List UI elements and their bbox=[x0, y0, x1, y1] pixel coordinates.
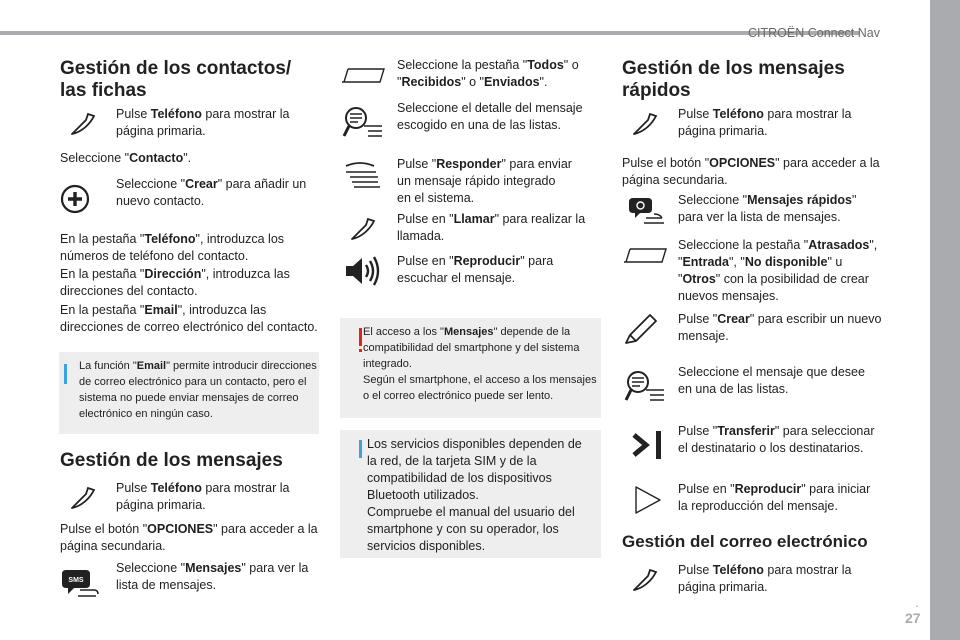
phone-tab-text: En la pestaña "Teléfono", introduzca los números de teléfono del contacto. bbox=[60, 232, 285, 263]
tab-icon bbox=[340, 65, 386, 85]
section-title-email: Gestión del correo electrónico bbox=[622, 532, 868, 551]
select-contact-text: Seleccione "Contacto". bbox=[60, 151, 192, 165]
page-header: CITROËN Connect Nav bbox=[748, 26, 880, 40]
top-divider-bar bbox=[0, 31, 860, 35]
address-tab-text: En la pestaña "Dirección", introduzca las direcciones del contacto. bbox=[60, 267, 290, 298]
section-title-messages: Gestión de los mensajes bbox=[60, 450, 283, 471]
section-title-quick-messages: Gestión de los mensajes rápidos bbox=[622, 58, 845, 101]
side-tab bbox=[930, 0, 960, 640]
page-number: 27 bbox=[905, 610, 921, 626]
email-tab-text: En la pestaña "Email", introduzca las direcciones de correo electrónico del contacto. bbox=[60, 303, 318, 334]
info-note-email: La función "Email" permite introducir direcciones de correo electrónico para un contacto, pero el sistema no puede enviar mensajes de correo electrónico en ningún caso. bbox=[59, 352, 319, 434]
pencil-icon bbox=[622, 313, 658, 347]
list-search-icon bbox=[342, 104, 384, 142]
options-text-quick: Pulse el botón "OPCIONES" para acceder a la página secundaria. bbox=[622, 156, 880, 187]
tab-icon bbox=[622, 245, 668, 265]
forward-icon bbox=[632, 429, 664, 461]
phone-handset-icon bbox=[348, 217, 378, 243]
sms-bubble-icon bbox=[60, 564, 102, 600]
options-text-messages: Pulse el botón "OPCIONES" para acceder a la página secundaria. bbox=[60, 522, 318, 553]
speaker-icon bbox=[344, 255, 384, 287]
play-icon bbox=[634, 485, 662, 515]
phone-handset-icon bbox=[68, 486, 98, 512]
svg-text:SMS: SMS bbox=[68, 577, 84, 584]
warning-icon bbox=[359, 328, 362, 346]
warning-note-messages: El acceso a los "Mensajes" depende de la compatibilidad del smartphone y del sistema integrado. Según el smartphone, el acceso a los mensajes o el correo electrónico puede ser lento. bbox=[340, 318, 601, 418]
quick-message-icon bbox=[628, 194, 666, 230]
info-icon bbox=[359, 440, 362, 458]
add-circle-icon bbox=[60, 184, 90, 214]
phone-handset-icon bbox=[630, 568, 660, 594]
list-search-icon bbox=[624, 368, 666, 406]
info-icon bbox=[64, 364, 67, 384]
phone-handset-icon bbox=[630, 112, 660, 138]
reply-list-icon bbox=[342, 158, 384, 192]
section-title-contacts: Gestión de los contactos/ las fichas bbox=[60, 58, 292, 101]
info-note-services: Los servicios disponibles dependen de la red, de la tarjeta SIM y de la compatibilidad de los dispositivos Bluetooth utilizados. Compruebe el manual del usuario del smartphone y con su operador, los servicios disponibles. bbox=[340, 430, 601, 558]
phone-handset-icon bbox=[68, 112, 98, 138]
page-dot: . bbox=[915, 594, 919, 610]
